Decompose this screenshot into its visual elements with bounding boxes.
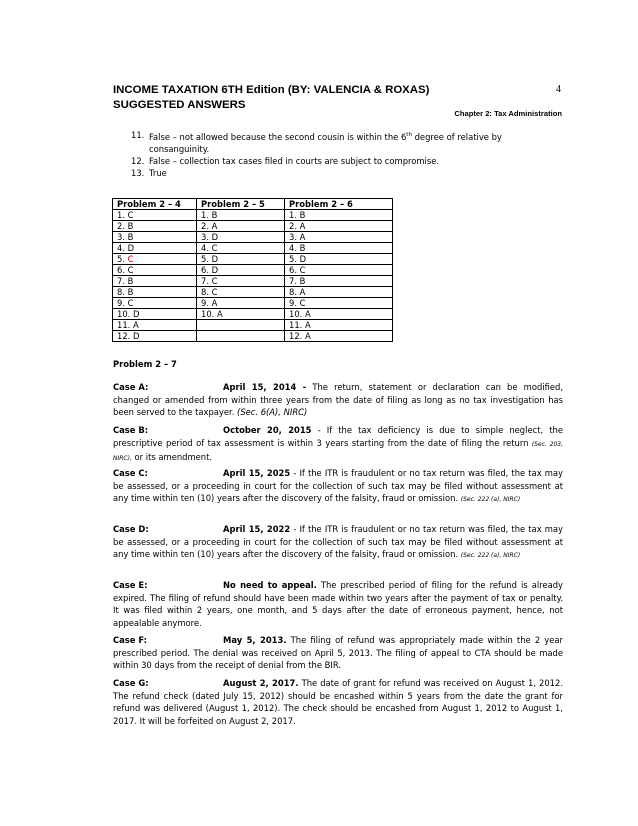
- table-row: [113, 276, 393, 287]
- case-paragraph: [113, 634, 563, 674]
- table-row: [113, 243, 393, 254]
- case-answer: No need to appeal.: [223, 580, 317, 590]
- case-text: - If the ITR is fraudulent or no tax return was filed, the tax may be assessed, or a proceeding in court for the collection of such tax may be filed without assessment at any time within ten (10) years after the discovery of the falsity, fraud or omission.: [113, 524, 563, 559]
- case-answer: October 20, 2015: [223, 425, 312, 435]
- table-cell: 9. C: [285, 298, 393, 309]
- table-cell: 6. C: [285, 265, 393, 276]
- list-text-superscript: th: [406, 132, 412, 138]
- table-header-row: [113, 199, 393, 210]
- case-tail: or its amendment.: [131, 452, 213, 462]
- table-cell: 3. A: [285, 232, 393, 243]
- table-row: [113, 221, 393, 232]
- column-header: Problem 2 – 4: [113, 199, 197, 210]
- page-number: 4: [556, 84, 561, 95]
- table-cell: 4. C: [197, 243, 285, 254]
- case-label: Case B:: [113, 425, 149, 435]
- table-row: [113, 320, 393, 331]
- table-cell: 1. B: [285, 210, 393, 221]
- table-row: [113, 265, 393, 276]
- table-cell: 4. D: [113, 243, 197, 254]
- table-cell: 8. C: [197, 287, 285, 298]
- case-label: Case C:: [113, 468, 148, 478]
- list-number: 12.: [131, 155, 145, 166]
- document-header: [113, 83, 429, 113]
- cell-prefix: 5.: [117, 254, 128, 264]
- column-header: Problem 2 – 5: [197, 199, 285, 210]
- table-cell: 12. A: [285, 331, 393, 342]
- list-text: True: [149, 167, 167, 178]
- case-answer: May 5, 2013.: [223, 635, 287, 645]
- table-cell: [197, 331, 285, 342]
- table-cell: [113, 254, 197, 265]
- case-small-citation: (Sec. 222 (a), NIRC): [460, 496, 521, 503]
- table-cell: 1. B: [197, 210, 285, 221]
- table-cell: 11. A: [113, 320, 197, 331]
- list-item: [131, 129, 556, 155]
- table-cell: 8. B: [113, 287, 197, 298]
- case-answer: April 15, 2025: [223, 468, 291, 478]
- table-cell: 2. A: [285, 221, 393, 232]
- case-text: The prescribed period of filing for the refund is already expired. The filing of refund should have been made within two years after the payment of tax or penalty. It was filed within 2 years, one month, and 5 days after the date of erroneous payment, hence, not appealable anymore.: [113, 580, 563, 628]
- table-cell: 9. A: [197, 298, 285, 309]
- case-small-citation: (Sec. 222 (a), NIRC): [460, 552, 521, 559]
- case-answer: August 2, 2017.: [223, 678, 299, 688]
- case-label: Case F:: [113, 635, 147, 645]
- list-item: [131, 155, 556, 167]
- section-title: Problem 2 – 7: [113, 359, 177, 369]
- case-answer: April 15, 2014 -: [223, 382, 307, 392]
- case-label: Case G:: [113, 678, 149, 688]
- case-small-citation: (Sec. 203, NIRC),: [113, 440, 563, 462]
- highlighted-answer: C: [127, 254, 134, 264]
- chapter-label: Chapter 2: Tax Administration: [454, 109, 562, 118]
- list-text-rest: degree of relative by consanguinity.: [149, 131, 502, 154]
- table-cell: 3. D: [197, 232, 285, 243]
- table-cell: 4. B: [285, 243, 393, 254]
- table-cell: 5. D: [285, 254, 393, 265]
- table-row: [113, 331, 393, 342]
- list-number: 13.: [131, 167, 145, 178]
- case-paragraph: [113, 579, 563, 631]
- case-citation: (Sec. 6(A), NIRC): [237, 407, 308, 417]
- case-text: The date of grant for refund was received on August 1, 2012. The refund check (dated July 15, 2012) should be encashed within 5 years from the date the grant for refund was delivered (August 1, 2012). The check should be encashed from August 1, 2012 to August 1, 2017. It will be forfeited on August 2, 2017.: [113, 678, 563, 726]
- table-cell: 10. D: [113, 309, 197, 320]
- table-cell: 6. D: [197, 265, 285, 276]
- table-cell: 7. B: [285, 276, 393, 287]
- case-text: - If the tax deficiency is due to simple neglect, the prescriptive period of tax assessment is within 3 years starting from the date of filing the return: [113, 425, 564, 448]
- table-cell: 3. B: [113, 232, 197, 243]
- table-cell: 1. C: [113, 210, 197, 221]
- table-row: [113, 254, 393, 265]
- table-row: [113, 298, 393, 309]
- table-cell: 5. D: [197, 254, 285, 265]
- table-cell: 10. A: [197, 309, 285, 320]
- case-text: The filing of refund was appropriately made within the 2 year prescribed period. The denial was received on April 5, 2013. The filing of appeal to CTA should be made within 30 days from the receipt of denial from the BIR.: [113, 635, 563, 670]
- table-cell: 7. B: [113, 276, 197, 287]
- table-cell: 2. B: [113, 221, 197, 232]
- table-cell: 8. A: [285, 287, 393, 298]
- table-row: [113, 309, 393, 320]
- table-cell: 9. C: [113, 298, 197, 309]
- list-number: 11.: [131, 130, 145, 140]
- table-body: [113, 210, 393, 342]
- table-cell: [197, 320, 285, 331]
- case-label: Case E:: [113, 580, 148, 590]
- list-text-main: False – not allowed because the second cousin is within the 6: [149, 131, 407, 142]
- document-subtitle: SUGGESTED ANSWERS: [113, 99, 246, 111]
- answers-table: [112, 198, 393, 342]
- case-text: The return, statement or declaration can be modified, changed or amended from within three years from the date of filing as long as no tax investigation has been served to the taxpayer.: [113, 382, 564, 417]
- table-row: [113, 210, 393, 221]
- table-cell: 6. C: [113, 265, 197, 276]
- table-cell: 11. A: [285, 320, 393, 331]
- case-label: Case A:: [113, 382, 149, 392]
- case-text: - If the ITR is fraudulent or no tax return was filed, the tax may be assessed, or a proceeding in court for the collection of such tax may be filed without assessment at any time within ten (10) years after the discovery of the falsity, fraud or omission.: [113, 468, 563, 503]
- case-paragraph: [113, 677, 563, 729]
- numbered-list: [131, 129, 556, 179]
- table-cell: 2. A: [197, 221, 285, 232]
- table-row: [113, 287, 393, 298]
- list-text: False – collection tax cases filed in courts are subject to compromise.: [149, 155, 440, 166]
- case-paragraph: [113, 467, 563, 507]
- table-cell: 12. D: [113, 331, 197, 342]
- case-paragraph: [113, 523, 563, 563]
- case-label: Case D:: [113, 524, 149, 534]
- list-text: [149, 129, 556, 155]
- table-cell: 10. A: [285, 309, 393, 320]
- case-paragraph: [113, 381, 563, 421]
- list-item: [131, 167, 556, 179]
- case-answer: April 15, 2022: [223, 524, 291, 534]
- table-row: [113, 232, 393, 243]
- case-paragraph: [113, 424, 563, 466]
- column-header: Problem 2 – 6: [285, 199, 393, 210]
- document-title: INCOME TAXATION 6TH Edition (BY: VALENCIA & ROXAS): [113, 84, 430, 96]
- table-cell: 7. C: [197, 276, 285, 287]
